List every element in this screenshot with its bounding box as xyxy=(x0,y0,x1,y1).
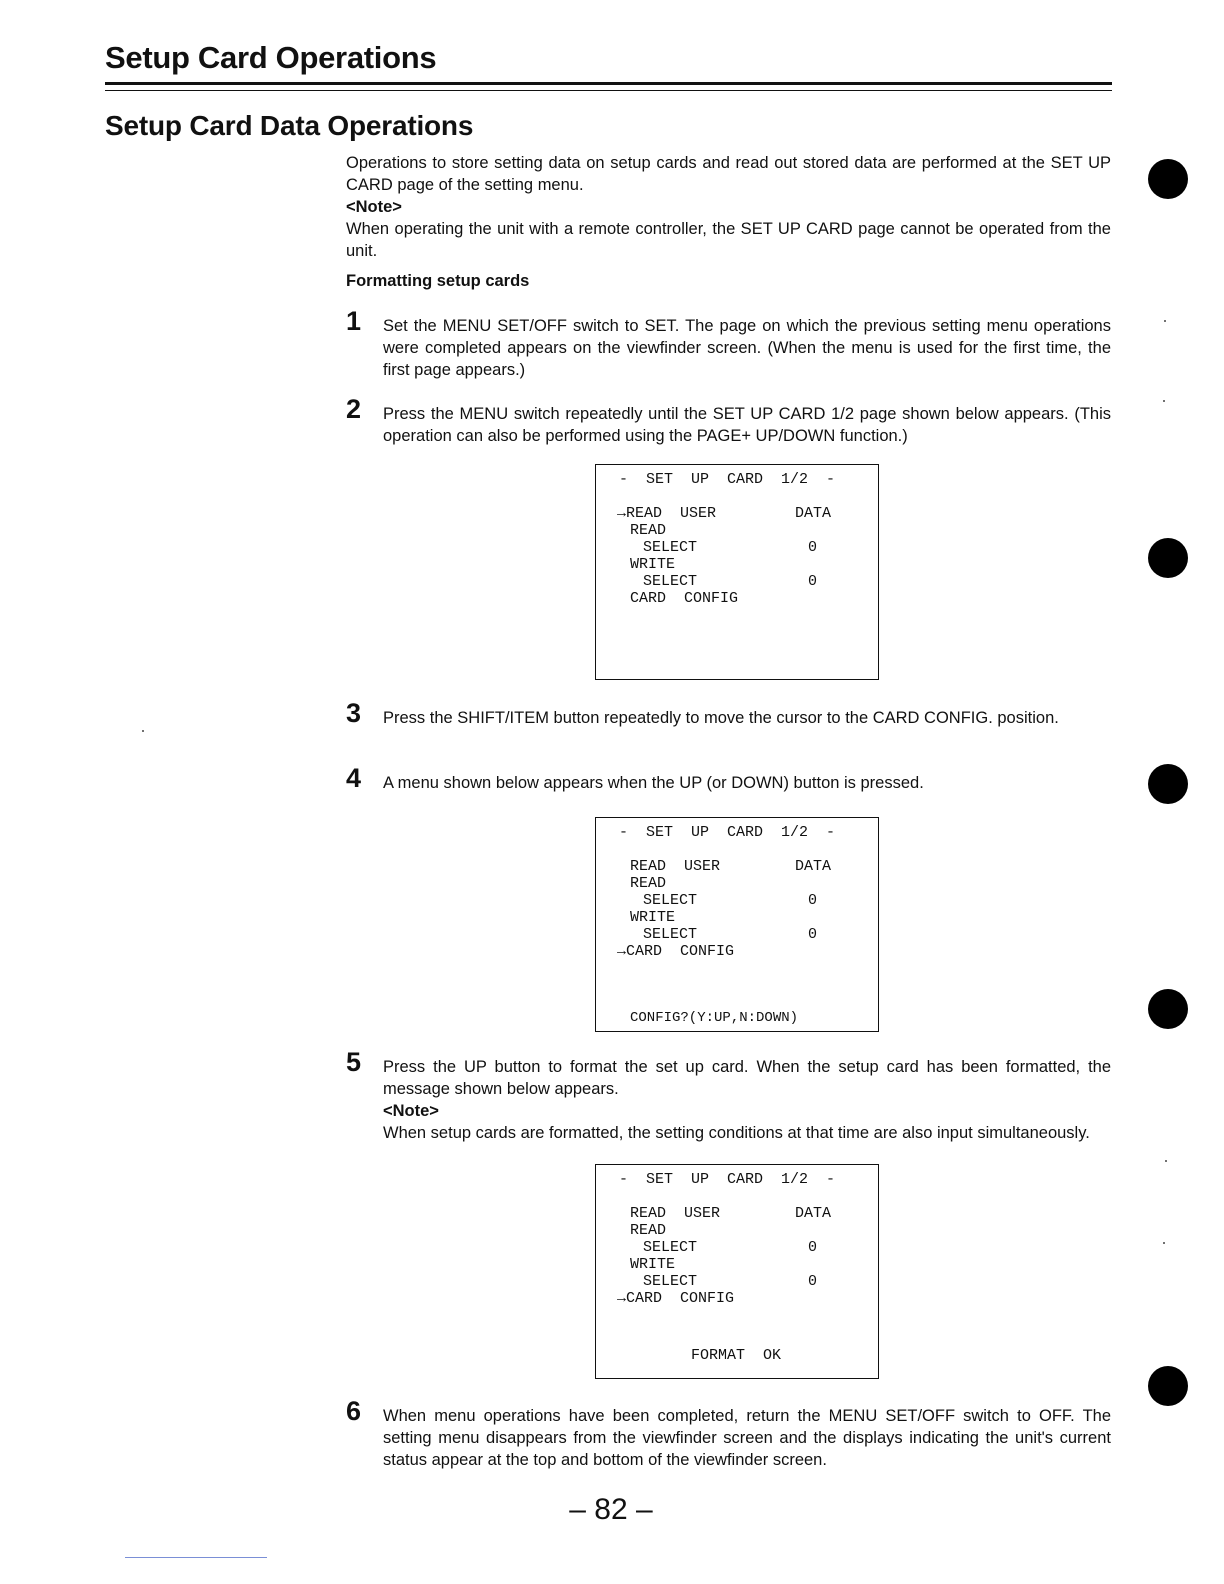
header-rule-thick xyxy=(105,82,1112,85)
subheading-formatting: Formatting setup cards xyxy=(346,272,530,290)
menu-message: CONFIG?(Y:UP,N:DOWN) xyxy=(630,1010,799,1026)
menu-write-select-value: 0 xyxy=(808,1273,818,1290)
menu-title: - SET UP CARD 1/2 - xyxy=(619,1171,836,1188)
menu-message: FORMAT OK xyxy=(691,1347,782,1364)
intro-note-text: When operating the unit with a remote controller, the SET UP CARD page cannot be operated from the unit. xyxy=(346,220,1111,260)
step-text-5: Press the UP button to format the set up card. When the setup card has been formatted, the message shown below appears. xyxy=(383,1058,1111,1098)
step-text-4: A menu shown below appears when the UP (or DOWN) button is pressed. xyxy=(383,774,924,792)
menu-read-user: READ USER xyxy=(630,858,721,875)
menu-read: READ xyxy=(630,522,667,539)
step-number-6: 6 xyxy=(346,1396,362,1426)
scan-speck xyxy=(142,730,144,732)
menu-title: - SET UP CARD 1/2 - xyxy=(619,824,836,841)
menu-write-select-value: 0 xyxy=(808,573,818,590)
menu-data-label: DATA xyxy=(795,858,832,875)
menu-card-config: →CARD CONFIG xyxy=(617,943,735,960)
menu-write: WRITE xyxy=(630,1256,676,1273)
step-text-1: Set the MENU SET/OFF switch to SET. The page on which the previous setting menu operations were completed appears on the viewfinder screen. (When the menu is used for the first time, the first page appears.) xyxy=(383,317,1111,379)
page-number: – 82 – xyxy=(569,1493,653,1526)
scan-speck xyxy=(1164,320,1166,322)
menu-write-select: SELECT xyxy=(643,926,698,943)
step-5-note-label: <Note> xyxy=(383,1102,439,1120)
menu-read: READ xyxy=(630,875,667,892)
step-number-4: 4 xyxy=(346,763,362,793)
menu-data-label: DATA xyxy=(795,1205,832,1222)
menu-screen-3 xyxy=(595,1164,879,1379)
menu-data-label: DATA xyxy=(795,505,832,522)
menu-read: READ xyxy=(630,1222,667,1239)
menu-screen-1 xyxy=(595,464,879,680)
menu-title: - SET UP CARD 1/2 - xyxy=(619,471,836,488)
punch-hole xyxy=(1148,538,1188,578)
menu-read-select-value: 0 xyxy=(808,892,818,909)
menu-write: WRITE xyxy=(630,909,676,926)
menu-write: WRITE xyxy=(630,556,676,573)
menu-write-select: SELECT xyxy=(643,1273,698,1290)
step-text-2: Press the MENU switch repeatedly until the SET UP CARD 1/2 page shown below appears. (This operation can also be performed using the PAGE+ UP/DOWN function.) xyxy=(383,405,1111,445)
page-title: Setup Card Operations xyxy=(105,40,437,75)
footer-line xyxy=(125,1557,267,1558)
step-text-6: When menu operations have been completed, return the MENU SET/OFF switch to OFF. The setting menu disappears from the viewfinder screen and the displays indicating the unit's current status appear at the top and bottom of the viewfinder screen. xyxy=(383,1407,1111,1469)
menu-card-config: →CARD CONFIG xyxy=(617,1290,735,1307)
menu-write-select: SELECT xyxy=(643,573,698,590)
scan-speck xyxy=(1165,1160,1167,1162)
step-text-3: Press the SHIFT/ITEM button repeatedly to move the cursor to the CARD CONFIG. position. xyxy=(383,709,1059,727)
menu-screen-2 xyxy=(595,817,879,1032)
punch-hole xyxy=(1148,159,1188,199)
menu-read-select: SELECT xyxy=(643,1239,698,1256)
step-number-3: 3 xyxy=(346,698,362,728)
step-number-2: 2 xyxy=(346,394,362,424)
menu-read-user: →READ USER xyxy=(617,505,717,522)
step-number-5: 5 xyxy=(346,1047,362,1077)
scan-speck xyxy=(1163,400,1165,402)
punch-hole xyxy=(1148,764,1188,804)
header-rule-thin xyxy=(105,90,1112,91)
punch-hole xyxy=(1148,1366,1188,1406)
scan-speck xyxy=(1163,1242,1165,1244)
intro-note-label: <Note> xyxy=(346,198,402,216)
intro-paragraph: Operations to store setting data on setup cards and read out stored data are performed at the SET UP CARD page of the setting menu. xyxy=(346,154,1111,194)
menu-read-select-value: 0 xyxy=(808,1239,818,1256)
menu-write-select-value: 0 xyxy=(808,926,818,943)
step-5-note-text: When setup cards are formatted, the setting conditions at that time are also input simultaneously. xyxy=(383,1124,1090,1142)
step-number-1: 1 xyxy=(346,306,362,336)
menu-read-select-value: 0 xyxy=(808,539,818,556)
section-title: Setup Card Data Operations xyxy=(105,110,474,141)
menu-read-user: READ USER xyxy=(630,1205,721,1222)
menu-read-select: SELECT xyxy=(643,539,698,556)
menu-read-select: SELECT xyxy=(643,892,698,909)
punch-hole xyxy=(1148,989,1188,1029)
menu-card-config: CARD CONFIG xyxy=(630,590,739,607)
